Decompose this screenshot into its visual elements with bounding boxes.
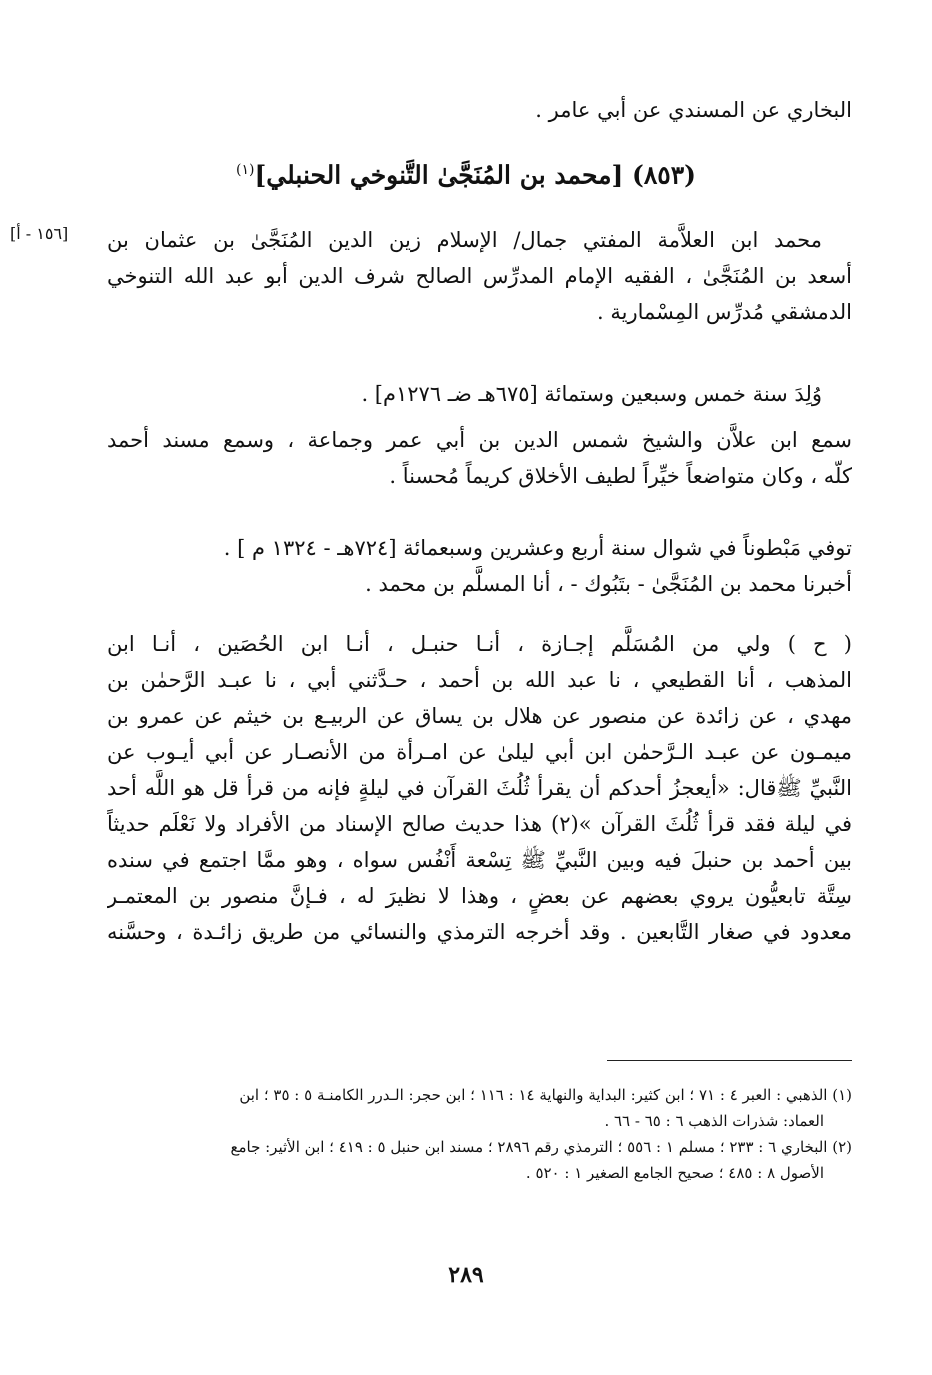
page-number: ٢٨٩: [448, 1262, 484, 1288]
footnote-divider: [607, 1060, 852, 1061]
paragraph-birth: [107, 376, 852, 412]
text-line: ( ح ) ولي من المُسَلَّم إجـازة ، أنـا حنبـل ، أنـا ابن الحُصَين ، أنـا ابن: [107, 632, 852, 656]
manuscript-folio-note: [١٥٦ - أ]: [10, 224, 69, 243]
text-line: الدمشقي مُدرِّس المِسْمارية .: [596, 300, 852, 324]
text-line: سمع ابن علاَّن والشيخ شمس الدين بن أبي عمر وجماعة ، وسمع مسند أحمد: [107, 428, 852, 452]
footnotes: [107, 1082, 852, 1186]
footnote-line: (١) الذهبي : العبر ٤ : ٧١ ؛ ابن كثير: البداية والنهاية ١٤ : ١١٦ ؛ ابن حجر: الـدرر الكامنـة ٥ : ٣٥ ؛ ابن: [239, 1086, 852, 1104]
text-line: كلّه ، وكان متواضعاً خيِّراً لطيف الأخلاق كريماً مُحسناً .: [389, 464, 852, 488]
heading-footnote-ref[interactable]: (١): [235, 162, 255, 178]
text-line: أسعد بن المُنَجَّىٰ ، الفقيه الإمام المدرِّس الصالح شرف الدين أبو عبد الله التنوخي: [107, 264, 852, 288]
heading-text: (٨٥٣) [محمد بن المُنَجَّىٰ التَّنوخي الحنبلي]: [254, 160, 696, 190]
entry-heading: [0, 150, 932, 195]
text-line: أخبرنا محمد بن المُنَجَّىٰ - بتَبُوك - ، أنا المسلَّم بن محمد .: [365, 572, 852, 596]
paragraph-death: [107, 530, 852, 602]
footnote-line: (٢) البخاري ٦ : ٢٣٣ ؛ مسلم ١ : ٥٥٦ ؛ الترمذي رقم ٢٨٩٦ ؛ مسند ابن حنبل ٥ : ٤١٩ ؛ ابن الأثير: جامع: [230, 1138, 852, 1156]
text-line: وُلِدَ سنة خمس وسبعين وستمائة [٦٧٥هـ ضـ ١٢٧٦م] .: [361, 382, 822, 406]
text-line: معدود في صغار التَّابعين . وقد أخرجه الترمذي والنسائي من طريق زائـدة ، وحسَّنه: [107, 920, 852, 944]
text-line: توفي مَبْطوناً في شوال سنة أربع وعشرين وسبعمائة [٧٢٤هـ - ١٣٢٤ م ] .: [223, 536, 852, 560]
text-line: سِتَّة تابعيُّون يروي بعضهم عن بعضٍ ، وهذا لا نظيرَ له ، فـإنَّ منصور بن المعتمـر: [107, 884, 852, 908]
text-line: محمد ابن العلاَّمة المفتي جمال/ الإسلام زين الدين المُنَجَّىٰ بن عثمان بن: [107, 228, 822, 252]
text-line: النَّبيِّ ﷺقال: «أيعجزُ أحدكم أن يقرأ ثُلُثَ القرآن في ليلةٍ فإنه من قرأ قل هو اللَّه أحد: [107, 776, 852, 800]
text-line: ميمـون عن عبـد الـرَّحمٰن ابن أبي ليلىٰ عن امـرأة من الأنصـار عن أبي أيـوب عن: [107, 740, 852, 764]
footnote-line: الأصول ٨ : ٤٨٥ ؛ صحيح الجامع الصغير ١ : ٥٢٠ .: [525, 1164, 824, 1182]
text-line: المذهب ، أنا القطيعي ، نا عبد الله بن أحمد ، حـدَّثني أبي ، نا عبـد الرَّحمٰن بن: [107, 668, 852, 692]
intro-line: البخاري عن المسندي عن أبي عامر .: [535, 98, 852, 122]
paragraph-teachers: [107, 422, 852, 494]
footnote-line: العماد: شذرات الذهب ٦ : ٦٥ - ٦٦ .: [604, 1112, 824, 1130]
text-line: بين أحمد بن حنبلَ فيه وبين النَّبيِّ ﷺ تِسْعة أَنْفُس سواه ، وهو ممَّا اجتمع في سنده: [107, 848, 852, 872]
paragraph-hadith: [107, 626, 852, 950]
intro-block: [107, 92, 852, 128]
paragraph-biography: [107, 222, 852, 330]
text-line: مهدي ، عن زائدة عن منصور عن هلال بن يساق عن الربيـع بن خيثم عن عمرو بن: [107, 704, 852, 728]
text-line: في ليلة فقد قرأ ثُلُثَ القرآن »(٢) هذا حديث صالح الإسناد من الأفراد ولا نَعْلَم حديثاً: [107, 812, 852, 836]
